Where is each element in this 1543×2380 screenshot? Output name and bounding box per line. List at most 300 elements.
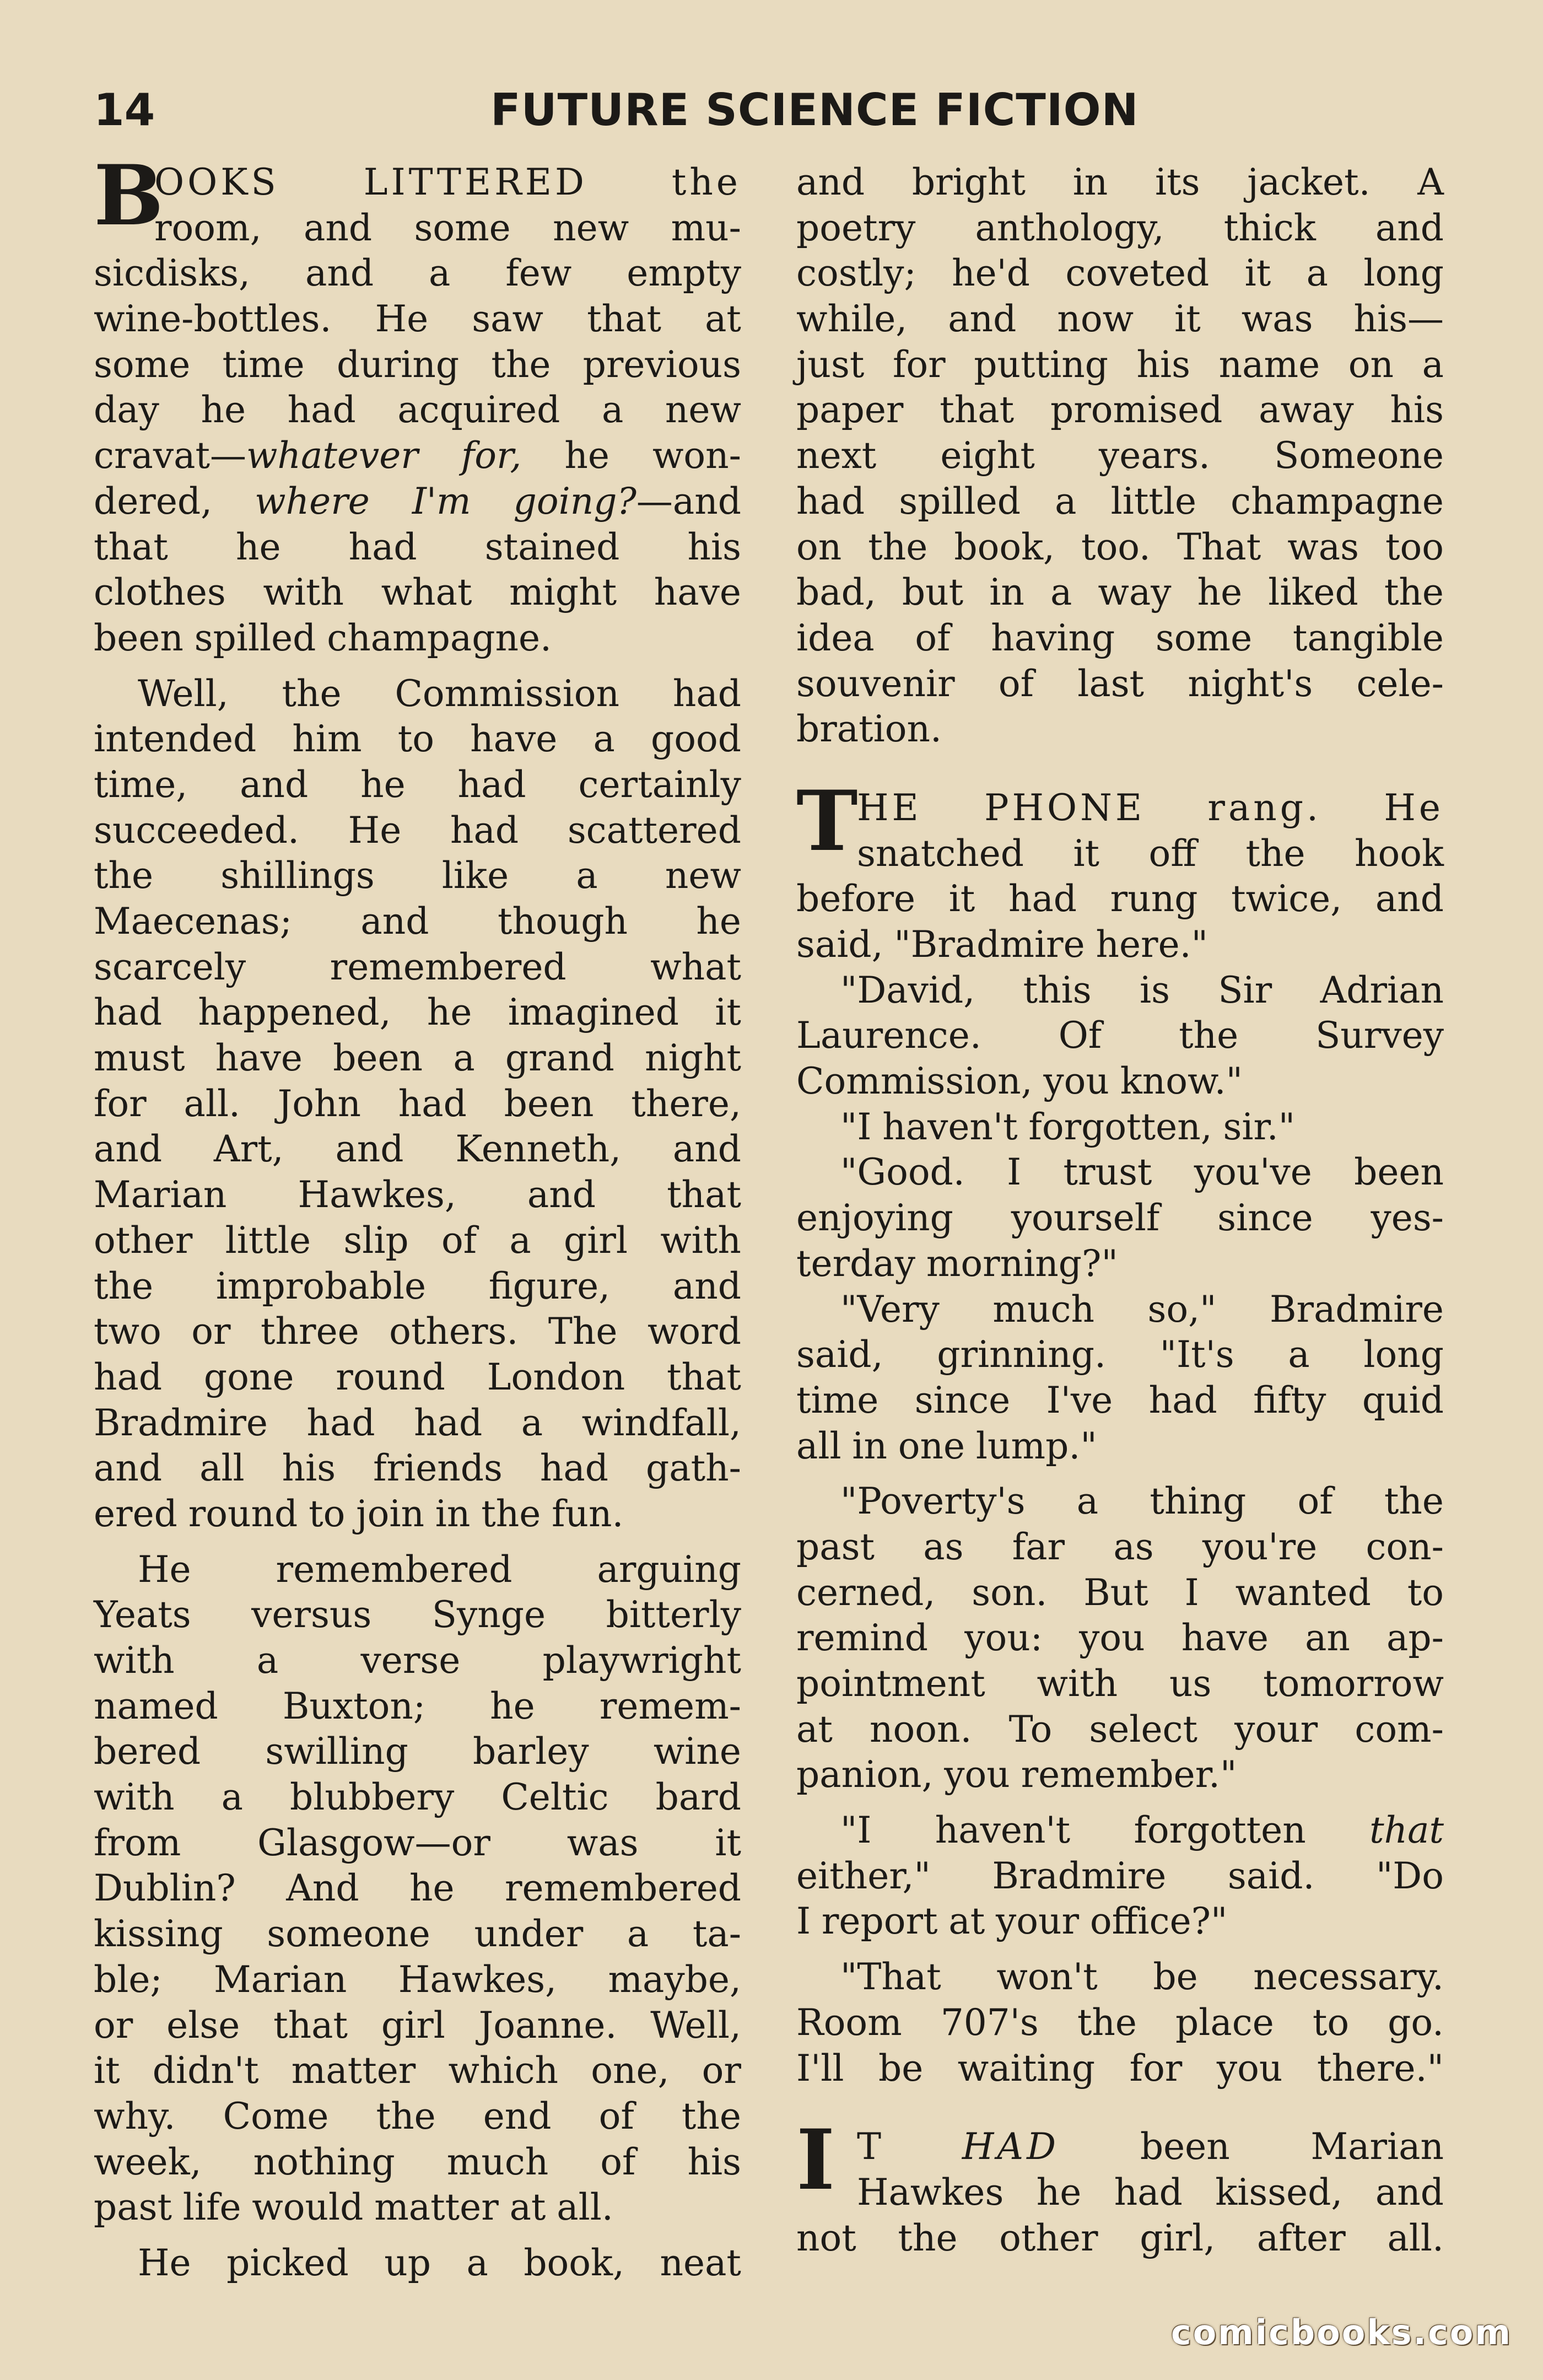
word: imagined — [508, 991, 679, 1034]
text-line-content — [857, 2124, 1444, 2170]
word: a — [1050, 571, 1072, 614]
word: Of — [1058, 1014, 1102, 1057]
word: new — [553, 206, 629, 249]
word: picked — [226, 2241, 349, 2284]
right-column — [796, 160, 1444, 2261]
text-line — [94, 1172, 741, 1218]
text-line — [796, 876, 1444, 922]
text-line — [94, 1638, 741, 1684]
word: remembered — [330, 945, 567, 988]
word: might — [509, 571, 617, 614]
word: new — [665, 854, 741, 897]
word: clothes — [94, 571, 226, 614]
word: round — [188, 1492, 298, 1535]
word: it — [948, 877, 975, 920]
word: gone — [203, 1355, 294, 1398]
word: on — [1348, 343, 1394, 386]
word: his — [687, 2140, 741, 2183]
word: you've — [1194, 1151, 1312, 1194]
word: all — [199, 1447, 245, 1490]
word: idea — [796, 616, 875, 659]
word: A — [1417, 161, 1444, 203]
word: Survey — [1315, 1014, 1444, 1057]
word: little — [1110, 480, 1197, 523]
text-line — [94, 479, 741, 525]
text-line — [94, 1401, 741, 1446]
text-line — [94, 2003, 741, 2049]
word: he — [1197, 571, 1243, 614]
word: and — [527, 1173, 596, 1216]
word: eight — [940, 434, 1035, 477]
word: have — [654, 571, 741, 614]
word: snatched — [857, 832, 1024, 875]
text-line — [796, 1196, 1444, 1241]
word: it — [1244, 252, 1271, 295]
word: and — [1375, 206, 1444, 249]
word: been — [1140, 2125, 1230, 2168]
word: select — [1089, 1708, 1197, 1751]
text-line — [94, 251, 741, 297]
word: happened, — [198, 991, 391, 1034]
text-line — [94, 2185, 741, 2231]
word: he — [360, 763, 406, 806]
word: Joanne. — [478, 2004, 617, 2047]
word: haven't — [935, 1809, 1071, 1852]
word: I — [1007, 1151, 1022, 1194]
text-line — [796, 661, 1444, 707]
word: a — [429, 252, 451, 295]
text-line — [796, 342, 1444, 388]
word: book, — [954, 525, 1055, 568]
word: had — [94, 1355, 163, 1398]
text-line — [94, 616, 741, 661]
word: Adrian — [1320, 968, 1444, 1011]
word: that — [667, 1355, 741, 1398]
word: one — [898, 1424, 965, 1467]
word: saw — [472, 298, 544, 341]
text-line — [94, 1264, 741, 1310]
text-line — [94, 1684, 741, 1730]
word: a — [1076, 1480, 1099, 1523]
word: girl — [564, 1219, 628, 1262]
text-line — [796, 2046, 1444, 2092]
word: had — [287, 389, 356, 432]
word: Art, — [213, 1128, 284, 1171]
text-line — [796, 433, 1444, 479]
text-line — [94, 853, 741, 899]
word: a — [593, 718, 615, 761]
word: grinning. — [937, 1333, 1106, 1376]
text-line — [94, 1036, 741, 1081]
word: of — [600, 2140, 636, 2183]
word: Well, — [650, 2004, 741, 2047]
word: and — [948, 298, 1017, 341]
word: forgotten, — [1028, 1105, 1212, 1148]
word: Well, — [138, 672, 229, 715]
word: He — [1384, 786, 1444, 829]
word: his — [1136, 343, 1191, 386]
word: much — [992, 1288, 1094, 1331]
word: he — [409, 1867, 455, 1910]
word: either," — [796, 1854, 931, 1897]
word: scarcely — [94, 945, 246, 988]
word: three — [261, 1310, 359, 1353]
word: for — [892, 343, 946, 386]
word: it — [715, 991, 741, 1034]
word: Sir — [1218, 968, 1272, 1011]
text-line — [796, 525, 1444, 570]
word: far — [1012, 1525, 1065, 1568]
word: and — [305, 252, 374, 295]
text-line — [94, 2048, 741, 2094]
text-line — [796, 1059, 1444, 1105]
word: wanted — [1235, 1571, 1371, 1614]
word: But — [1083, 1571, 1148, 1614]
word: coveted — [1065, 252, 1210, 295]
page-number: 14 — [94, 84, 155, 136]
word: ble; — [94, 1958, 163, 2001]
word: since — [914, 1379, 1011, 1421]
text-line — [94, 945, 741, 990]
word: a — [466, 2241, 488, 2284]
word: figure, — [488, 1264, 611, 1307]
word: join — [356, 1492, 424, 1535]
word: since — [1217, 1197, 1313, 1240]
word: Dublin? — [94, 1867, 236, 1910]
word: said, — [796, 923, 883, 966]
word: That — [1177, 525, 1261, 568]
word: a — [627, 1913, 649, 1956]
word: last — [1077, 662, 1145, 705]
word: girl — [381, 2004, 445, 2047]
word: remember." — [1021, 1753, 1237, 1796]
word: spilled — [194, 616, 316, 659]
word: a — [509, 1219, 531, 1262]
word: Buxton; — [282, 1684, 426, 1727]
word: some — [94, 343, 191, 386]
word: up — [384, 2241, 431, 2284]
word: named — [94, 1684, 218, 1727]
word: was — [1287, 525, 1359, 568]
word: bration. — [796, 708, 942, 751]
drop-cap-letter: I — [796, 2112, 835, 2209]
word: certainly — [578, 763, 741, 806]
word: remind — [796, 1617, 929, 1660]
word: putting — [974, 343, 1108, 386]
text-line — [796, 1241, 1444, 1287]
word: the — [1245, 832, 1305, 875]
word: one, — [591, 2049, 670, 2092]
word: nothing — [253, 2140, 395, 2183]
word: shillings — [220, 854, 375, 897]
word: PHONE — [984, 786, 1146, 829]
word: or — [94, 2004, 133, 2047]
text-line — [94, 2094, 741, 2140]
word: acquired — [397, 389, 560, 432]
word: in — [435, 1492, 471, 1535]
word: now — [1057, 298, 1134, 341]
word: 707's — [940, 2001, 1039, 2044]
word: with — [263, 571, 344, 614]
word: be — [1153, 1956, 1198, 1999]
word: off — [1148, 832, 1197, 875]
word: com- — [1355, 1708, 1444, 1751]
word: wine-bottles. — [94, 298, 332, 341]
word: Hawkes — [857, 2171, 1004, 2214]
text-line — [796, 1954, 1444, 2000]
text-line — [796, 297, 1444, 342]
word: is — [1139, 968, 1170, 1011]
word: after — [1256, 2216, 1346, 2259]
word: your — [1234, 1708, 1318, 1751]
word: kissed, — [1215, 2171, 1343, 2214]
word: some — [414, 206, 511, 249]
word: trust — [1063, 1151, 1152, 1194]
word: been — [333, 1037, 423, 1080]
word: "Do — [1375, 1854, 1444, 1897]
word: had — [450, 809, 519, 852]
word: To — [1008, 1708, 1053, 1751]
word: a — [256, 1639, 279, 1682]
word: remembered — [505, 1867, 741, 1910]
text-line — [94, 1866, 741, 1911]
word: what — [650, 945, 741, 988]
word: room, — [154, 206, 262, 249]
word: yourself — [1011, 1197, 1160, 1240]
word: the — [94, 1264, 154, 1307]
text-line — [94, 762, 741, 808]
word: cravat—whatever — [94, 434, 418, 477]
word: he — [490, 1684, 535, 1727]
word: previous — [582, 343, 741, 386]
word: to — [309, 1492, 346, 1535]
word: he'd — [952, 252, 1031, 295]
word: the — [1077, 2001, 1137, 2044]
word: ap- — [1386, 1617, 1444, 1660]
word: friends — [373, 1447, 503, 1490]
word: before — [796, 877, 916, 920]
word: promised — [1050, 389, 1223, 432]
text-line — [796, 1899, 1444, 1945]
text-line — [94, 990, 741, 1036]
text-line — [94, 387, 741, 433]
word: I'll — [796, 2047, 844, 2090]
word: thing — [1150, 1480, 1247, 1523]
word: he — [1036, 2171, 1082, 2214]
word: and — [303, 206, 373, 249]
word: Bradmire — [992, 1854, 1167, 1897]
word: con- — [1366, 1525, 1444, 1568]
word: fifty — [1253, 1379, 1326, 1421]
text-line — [796, 2170, 1444, 2216]
word: scattered — [567, 809, 741, 852]
watermark: comicbooks.com — [1170, 2312, 1512, 2352]
text-line — [94, 342, 741, 388]
word: I — [796, 1900, 811, 1943]
word: champagne. — [327, 616, 552, 659]
section-break — [796, 2091, 1444, 2124]
word: "Very — [840, 1288, 940, 1331]
word: someone — [267, 1913, 430, 1956]
word: maybe, — [608, 1958, 741, 2001]
text-line — [796, 1150, 1444, 1196]
word: under — [474, 1913, 584, 1956]
section-break — [796, 752, 1444, 785]
word: like — [441, 854, 509, 897]
word: you — [1079, 1617, 1145, 1660]
word: kissing — [94, 1913, 223, 1956]
word: night — [645, 1037, 741, 1080]
word: "Bradmire — [894, 923, 1085, 966]
word: London — [487, 1355, 625, 1398]
word: Hawkes, — [398, 1958, 557, 2001]
word: night's — [1188, 662, 1313, 705]
text-line — [94, 671, 741, 717]
word: your — [996, 1900, 1080, 1943]
word: noon. — [870, 1708, 972, 1751]
word: at — [705, 298, 741, 341]
word: he — [427, 991, 472, 1034]
word: two — [94, 1310, 161, 1353]
word: that — [940, 389, 1015, 432]
text-line — [94, 525, 741, 570]
word: a — [1288, 1333, 1310, 1376]
word: other — [94, 1219, 193, 1262]
paragraph-gap — [94, 2231, 741, 2241]
word: there, — [631, 1082, 741, 1125]
word: bright — [911, 161, 1026, 203]
word: had — [398, 1082, 467, 1125]
word: "I — [840, 1809, 872, 1852]
word: tomorrow — [1263, 1662, 1444, 1705]
word: else — [166, 2004, 240, 2047]
word: versus — [251, 1593, 372, 1636]
word: the — [481, 1492, 541, 1535]
word: having — [991, 616, 1115, 659]
word: "That — [840, 1956, 941, 1999]
word: with — [660, 1219, 741, 1262]
word: had — [414, 1401, 483, 1444]
word: new — [665, 389, 741, 432]
word: he — [564, 434, 609, 477]
word: of — [915, 616, 951, 659]
word: Maecenas; — [94, 900, 292, 943]
word: verse — [360, 1639, 461, 1682]
word: gath- — [646, 1447, 741, 1490]
text-line — [94, 1729, 741, 1775]
word: to — [1312, 2001, 1350, 2044]
word: rung — [1110, 877, 1198, 920]
word: at — [509, 2186, 546, 2229]
word: had — [796, 480, 865, 523]
word: had — [539, 1447, 609, 1490]
word: for — [94, 1082, 147, 1125]
text-line — [94, 1957, 741, 2003]
running-head: FUTURE SCIENCE FICTION — [490, 84, 1139, 136]
word: bered — [94, 1730, 201, 1773]
word: all — [796, 1424, 841, 1467]
word: there." — [1317, 2047, 1444, 2090]
word: sir." — [1223, 1105, 1296, 1148]
word: on — [796, 525, 842, 568]
word: ered — [94, 1492, 177, 1535]
word: twice, — [1231, 877, 1342, 920]
word: him — [292, 718, 362, 761]
word: with — [94, 1639, 175, 1682]
word: and — [1375, 877, 1444, 920]
word: and — [672, 1128, 741, 1171]
text-line — [796, 1332, 1444, 1378]
word: stained — [484, 525, 620, 568]
word: you: — [964, 1617, 1043, 1660]
text-line — [796, 707, 1444, 752]
word: Come — [223, 2094, 329, 2137]
word: I'm — [412, 480, 471, 523]
page-header — [94, 83, 1449, 149]
word: you — [1043, 1060, 1109, 1103]
text-line — [796, 1707, 1444, 1753]
left-column — [94, 147, 741, 2286]
text-line — [94, 2140, 741, 2185]
word: in — [989, 571, 1024, 614]
word: jacket. — [1247, 161, 1371, 203]
word: some — [1155, 616, 1253, 659]
word: was — [567, 1821, 639, 1864]
word: Kenneth, — [455, 1128, 622, 1171]
word: day — [94, 389, 159, 432]
text-line — [94, 570, 741, 616]
word: too. — [1081, 525, 1151, 568]
word: here." — [1096, 923, 1208, 966]
word: tangible — [1292, 616, 1444, 659]
word: not — [796, 2216, 856, 2259]
word: and — [240, 763, 309, 806]
text-line — [796, 570, 1444, 616]
text-line — [796, 1854, 1444, 1899]
word: He — [138, 2241, 191, 2284]
word: to — [1407, 1571, 1444, 1614]
word: rang. — [1207, 786, 1322, 829]
word: swilling — [265, 1730, 408, 1773]
word: end — [483, 2094, 552, 2137]
word: said. — [1227, 1854, 1315, 1897]
word: had — [457, 763, 526, 806]
paragraph-gap — [94, 661, 741, 671]
word: would — [252, 2186, 364, 2229]
word: The — [548, 1310, 618, 1353]
word: OOKS — [154, 161, 279, 203]
word: it — [1073, 832, 1100, 875]
word: HAD — [962, 2125, 1059, 2168]
text-line — [796, 1479, 1444, 1525]
word: bad, — [796, 571, 876, 614]
word: it — [1174, 298, 1201, 341]
word: "I — [840, 1105, 872, 1148]
word: Commission, — [796, 1060, 1033, 1103]
paragraph-gap — [796, 1469, 1444, 1479]
word: empty — [627, 252, 741, 295]
word: with — [1037, 1662, 1118, 1705]
word: which — [448, 2049, 559, 2092]
word: a — [601, 389, 624, 432]
word: Bradmire — [1270, 1288, 1444, 1331]
drop-cap-letter: T — [796, 772, 861, 870]
word: the — [491, 343, 551, 386]
word: slip — [343, 1219, 409, 1262]
word: going?—and — [513, 480, 741, 523]
word: week, — [94, 2140, 202, 2183]
text-line — [796, 831, 1444, 877]
